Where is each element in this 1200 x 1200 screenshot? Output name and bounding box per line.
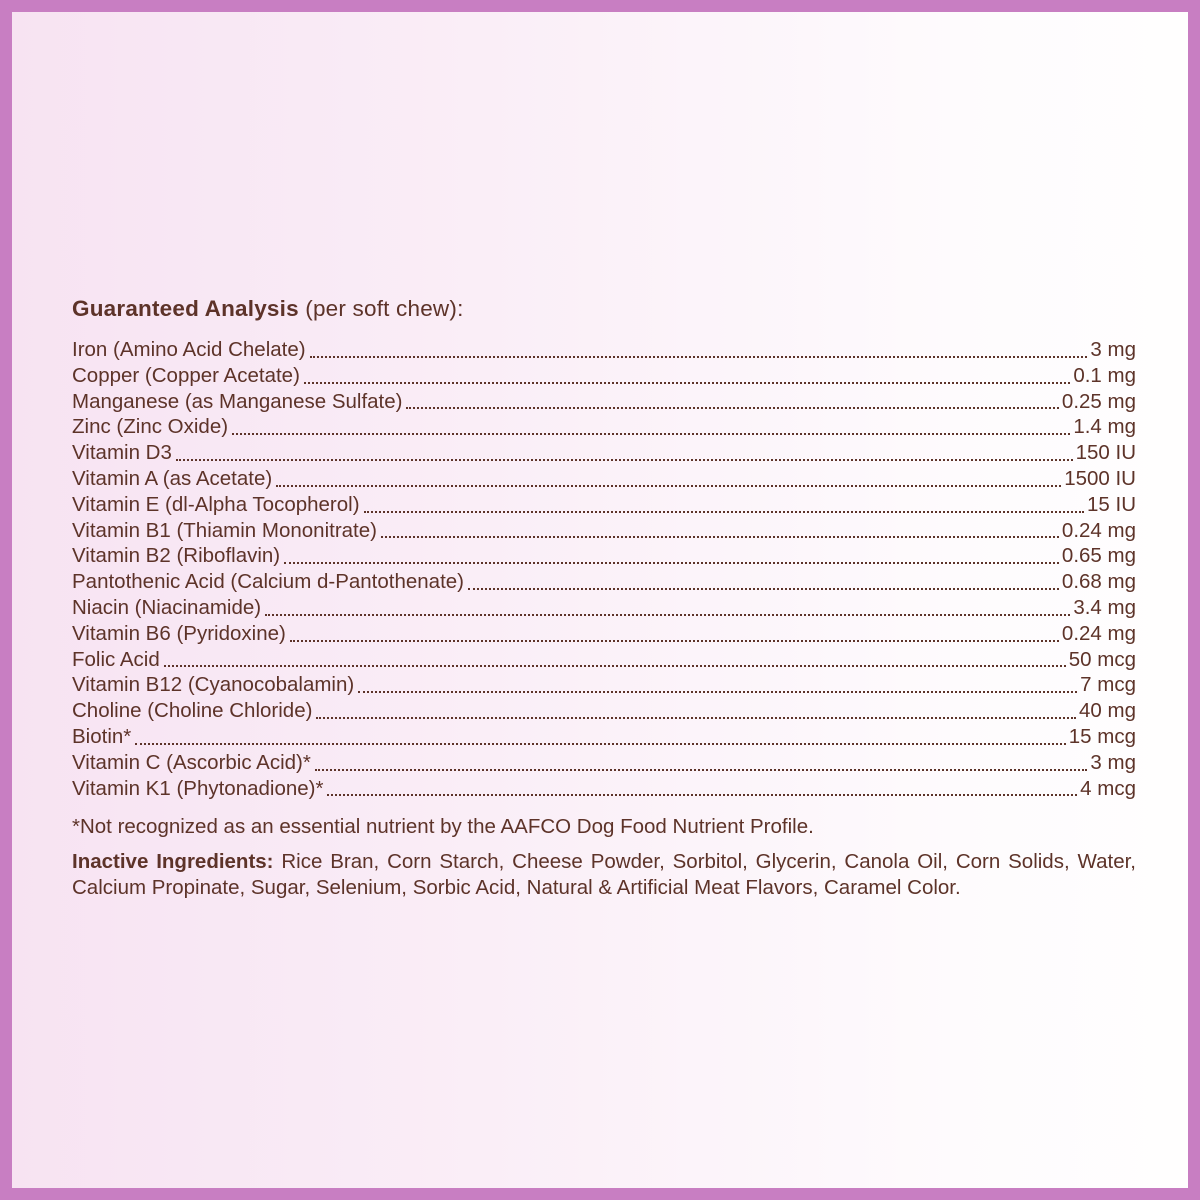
nutrient-label: Niacin (Niacinamide) (72, 595, 262, 619)
nutrient-label: Vitamin A (as Acetate) (72, 466, 273, 490)
nutrient-value: 1.4 mg (1073, 415, 1136, 439)
nutrient-label: Vitamin B1 (Thiamin Mononitrate) (72, 518, 377, 542)
dot-leader (381, 536, 1059, 538)
nutrient-value: 1500 IU (1064, 466, 1136, 490)
nutrient-row (72, 595, 1136, 621)
dot-leader (232, 433, 1070, 435)
dot-leader (316, 717, 1076, 719)
nutrient-value: 0.65 mg (1061, 544, 1136, 568)
nutrient-value: 3 mg (1090, 750, 1136, 774)
heading-title: Guaranteed Analysis (72, 296, 299, 321)
dot-leader (304, 382, 1070, 384)
inactive-ingredients-text: Rice Bran, Corn Starch, Cheese Powder, Sorbitol, Glycerin, Canola Oil, Corn Solids, Water, Calcium Propinate, Sugar, Selenium, Sorbic Acid, Natural & Artificial Meat Flavors, Caramel Color. (72, 850, 1136, 900)
nutrient-label: Vitamin K1 (Phytonadione)* (72, 776, 324, 800)
nutrient-table (72, 337, 1136, 801)
dot-leader (276, 485, 1061, 487)
nutrient-row (72, 440, 1136, 466)
nutrient-row (72, 647, 1136, 673)
nutrient-label: Manganese (as Manganese Sulfate) (72, 389, 403, 413)
dot-leader (284, 562, 1059, 564)
nutrient-label: Biotin* (72, 724, 132, 748)
nutrient-value: 4 mcg (1080, 776, 1136, 800)
nutrient-value: 0.24 mg (1061, 621, 1136, 645)
nutrient-label: Vitamin B2 (Riboflavin) (72, 544, 281, 568)
nutrient-label: Pantothenic Acid (Calcium d-Pantothenate) (72, 570, 465, 594)
nutrient-row (72, 569, 1136, 595)
nutrient-row (72, 672, 1136, 698)
inactive-ingredients (72, 849, 1136, 901)
nutrient-row (72, 621, 1136, 647)
nutrient-row (72, 698, 1136, 724)
dot-leader (310, 356, 1088, 358)
inactive-ingredients-label: Inactive Ingredients: (72, 850, 274, 874)
nutrient-value: 0.68 mg (1061, 570, 1136, 594)
nutrient-row (72, 466, 1136, 492)
nutrient-label: Vitamin B6 (Pyridoxine) (72, 621, 286, 645)
heading-suffix: (per soft chew): (298, 296, 464, 321)
nutrient-row (72, 363, 1136, 389)
dot-leader (265, 614, 1070, 616)
nutrient-row (72, 776, 1136, 802)
nutrient-value: 7 mcg (1080, 673, 1136, 697)
nutrient-label: Vitamin B12 (Cyanocobalamin) (72, 673, 355, 697)
nutrient-label: Zinc (Zinc Oxide) (72, 415, 229, 439)
dot-leader (327, 794, 1077, 796)
dot-leader (468, 588, 1059, 590)
section-heading (72, 296, 1136, 322)
nutrient-row (72, 750, 1136, 776)
nutrient-row (72, 337, 1136, 363)
nutrient-row (72, 543, 1136, 569)
nutrient-label: Vitamin E (dl-Alpha Tocopherol) (72, 492, 360, 516)
dot-leader (364, 511, 1084, 513)
dot-leader (135, 743, 1066, 745)
nutrient-value: 40 mg (1079, 699, 1136, 723)
dot-leader (406, 407, 1058, 409)
nutrient-label: Choline (Choline Chloride) (72, 699, 313, 723)
nutrient-value: 150 IU (1075, 441, 1136, 465)
nutrient-label: Vitamin C (Ascorbic Acid)* (72, 750, 311, 774)
dot-leader (290, 640, 1059, 642)
nutrient-value: 0.24 mg (1061, 518, 1136, 542)
nutrient-label: Iron (Amino Acid Chelate) (72, 338, 306, 361)
nutrient-row (72, 492, 1136, 518)
nutrient-row (72, 389, 1136, 415)
nutrient-label: Folic Acid (72, 647, 160, 671)
dot-leader (164, 665, 1066, 667)
dot-leader (358, 691, 1077, 693)
label-content (12, 12, 1188, 901)
nutrient-value: 15 IU (1087, 492, 1136, 516)
nutrient-row (72, 518, 1136, 544)
nutrient-value: 0.1 mg (1073, 363, 1136, 387)
nutrient-row (72, 414, 1136, 440)
nutrient-row (72, 724, 1136, 750)
aafco-footnote: *Not recognized as an essential nutrient by the AAFCO Dog Food Nutrient Profile. (72, 815, 814, 839)
nutrient-value: 3 mg (1090, 338, 1136, 361)
nutrient-value: 15 mcg (1068, 724, 1136, 748)
dot-leader (176, 459, 1073, 461)
nutrient-value: 0.25 mg (1061, 389, 1136, 413)
dot-leader (315, 769, 1088, 771)
nutrient-value: 3.4 mg (1073, 595, 1136, 619)
nutrient-label: Copper (Copper Acetate) (72, 363, 300, 387)
nutrient-value: 50 mcg (1068, 647, 1136, 671)
nutrient-label: Vitamin D3 (72, 441, 172, 465)
